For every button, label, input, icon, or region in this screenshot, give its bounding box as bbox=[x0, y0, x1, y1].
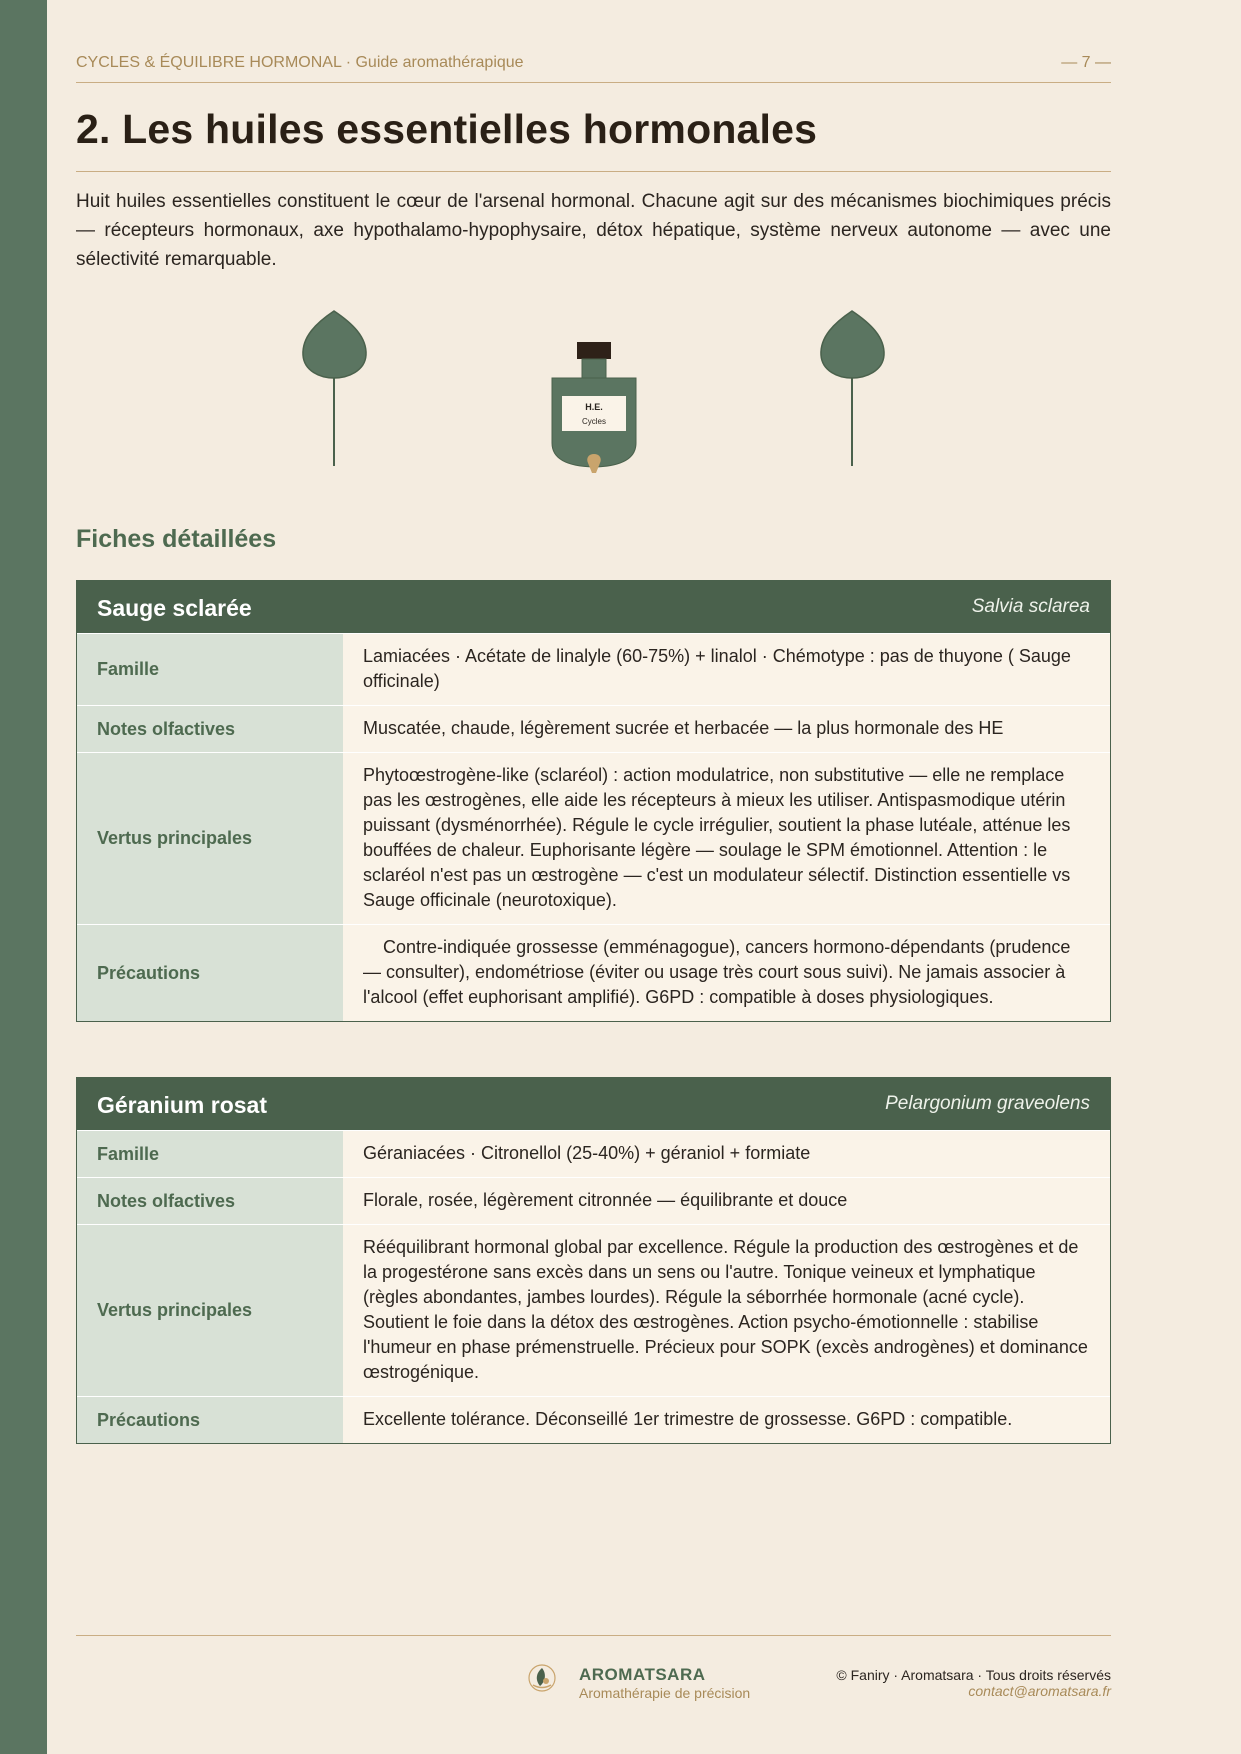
row-label: Famille bbox=[77, 1131, 343, 1177]
card-header bbox=[77, 1078, 1110, 1130]
bottle-label-title: H.E. bbox=[585, 402, 603, 412]
oil-latin-name: Pelargonium graveolens bbox=[885, 1093, 1090, 1114]
card-row-famille bbox=[77, 633, 1110, 705]
oil-card bbox=[76, 1077, 1111, 1444]
row-value: Excellente tolérance. Déconseillé 1er trimestre de grossesse. G6PD : compatible. bbox=[363, 1409, 1013, 1429]
page-number: — 7 — bbox=[1061, 54, 1111, 71]
row-label: Notes olfactives bbox=[77, 1178, 343, 1224]
row-value: Muscatée, chaude, légèrement sucrée et herbacée — la plus hormonale des HE bbox=[363, 718, 1004, 738]
card-row-famille bbox=[77, 1130, 1110, 1177]
brand-name: AROMATSARA bbox=[579, 1665, 706, 1684]
row-value: Contre-indiquée grossesse (emménagogue), cancers hormono-dépendants (prudence — consulter), endométriose (éviter ou usage très court sous suivi). Ne jamais associer à l'alcool (effet euphorisant amplifié). G6PD : compatible à doses physiologiques. bbox=[363, 937, 1071, 1007]
row-label: Précautions bbox=[77, 925, 343, 1021]
row-label: Vertus principales bbox=[77, 753, 343, 924]
brand-logo-icon bbox=[527, 1663, 557, 1693]
brand-tagline: Aromathérapie de précision bbox=[579, 1685, 751, 1701]
row-label: Famille bbox=[77, 634, 343, 705]
illustration bbox=[76, 303, 1111, 473]
illustration-svg bbox=[76, 303, 1111, 473]
card-row-precautions bbox=[77, 1396, 1110, 1443]
footer-divider bbox=[76, 1635, 1111, 1636]
row-value: Lamiacées · Acétate de linalyle (60-75%) + linalol · Chémotype : pas de thuyone ( Sauge officinale) bbox=[363, 646, 1071, 691]
contact-email[interactable]: contact@aromatsara.fr bbox=[968, 1683, 1111, 1699]
essential-oil-bottle-icon bbox=[552, 342, 636, 473]
card-row-precautions bbox=[77, 924, 1110, 1021]
chapter-intro: Huit huiles essentielles constituent le cœur de l'arsenal hormonal. Chacune agit sur des mécanismes biochimiques précis — récepteurs hormonaux, axe hypothalamo-hypophysaire, détox hépatique, système nerveux autonome — avec une sélectivité remarquable. bbox=[76, 191, 1111, 270]
running-title: CYCLES & ÉQUILIBRE HORMONAL · Guide aromathérapique bbox=[76, 54, 524, 71]
row-value: Rééquilibrant hormonal global par excellence. Régule la production des œstrogènes et de la progestérone sans excès dans un sens ou l'autre. Tonique veineux et lymphatique (règles abondantes, jambes lourdes). Régule la séborrhée hormonale (acné cycle). Soutient le foie dans la détox des œstrogènes. Action psycho-émotionnelle : stabilise l'humeur en phase prémenstruelle. Précieux pour SOPK (excès androgènes) et dominance œstrogénique. bbox=[363, 1237, 1088, 1382]
card-row-vertus bbox=[77, 752, 1110, 924]
card-row-notes bbox=[77, 705, 1110, 752]
row-value: Florale, rosée, légèrement citronnée — équilibrante et douce bbox=[363, 1190, 848, 1210]
leaf-icon bbox=[303, 311, 366, 466]
leaf-icon bbox=[821, 311, 884, 466]
oil-card bbox=[76, 580, 1111, 1022]
row-value: Géraniacées · Citronellol (25-40%) + géraniol + formiate bbox=[363, 1143, 811, 1163]
row-label: Précautions bbox=[77, 1397, 343, 1443]
oil-name: Géranium rosat bbox=[97, 1092, 267, 1118]
card-header bbox=[77, 581, 1110, 633]
oil-latin-name: Salvia sclarea bbox=[971, 596, 1090, 617]
row-label: Vertus principales bbox=[77, 1225, 343, 1396]
card-row-vertus bbox=[77, 1224, 1110, 1396]
running-header bbox=[76, 54, 1111, 83]
oil-name: Sauge sclarée bbox=[97, 595, 252, 621]
copyright-text: © Faniry · Aromatsara · Tous droits réservés bbox=[836, 1667, 1111, 1683]
card-row-notes bbox=[77, 1177, 1110, 1224]
chapter-title: 2. Les huiles essentielles hormonales bbox=[76, 106, 818, 152]
footer-brand bbox=[579, 1665, 750, 1701]
section-title: Fiches détaillées bbox=[76, 525, 277, 553]
left-color-band bbox=[0, 0, 47, 1754]
row-label: Notes olfactives bbox=[77, 706, 343, 752]
bottle-label-sub: Cycles bbox=[581, 417, 607, 426]
footer-copyright bbox=[836, 1667, 1111, 1699]
title-divider bbox=[76, 171, 1111, 172]
row-value: Phytoœstrogène-like (sclaréol) : action modulatrice, non substitutive — elle ne remplace pas les œstrogènes, elle aide les récepteurs à mieux les utiliser. Antispasmodique utérin puissant (dysménorrhée). Régule le cycle irrégulier, soutient la phase lutéale, atténue les bouffées de chaleur. Euphorisante légère — soulage le SPM émotionnel. Attention : le sclaréol n'est pas un œstrogène — c'est un modulateur sélectif. Distinction essentielle vs Sauge officinale (neurotoxique). bbox=[363, 765, 1071, 910]
